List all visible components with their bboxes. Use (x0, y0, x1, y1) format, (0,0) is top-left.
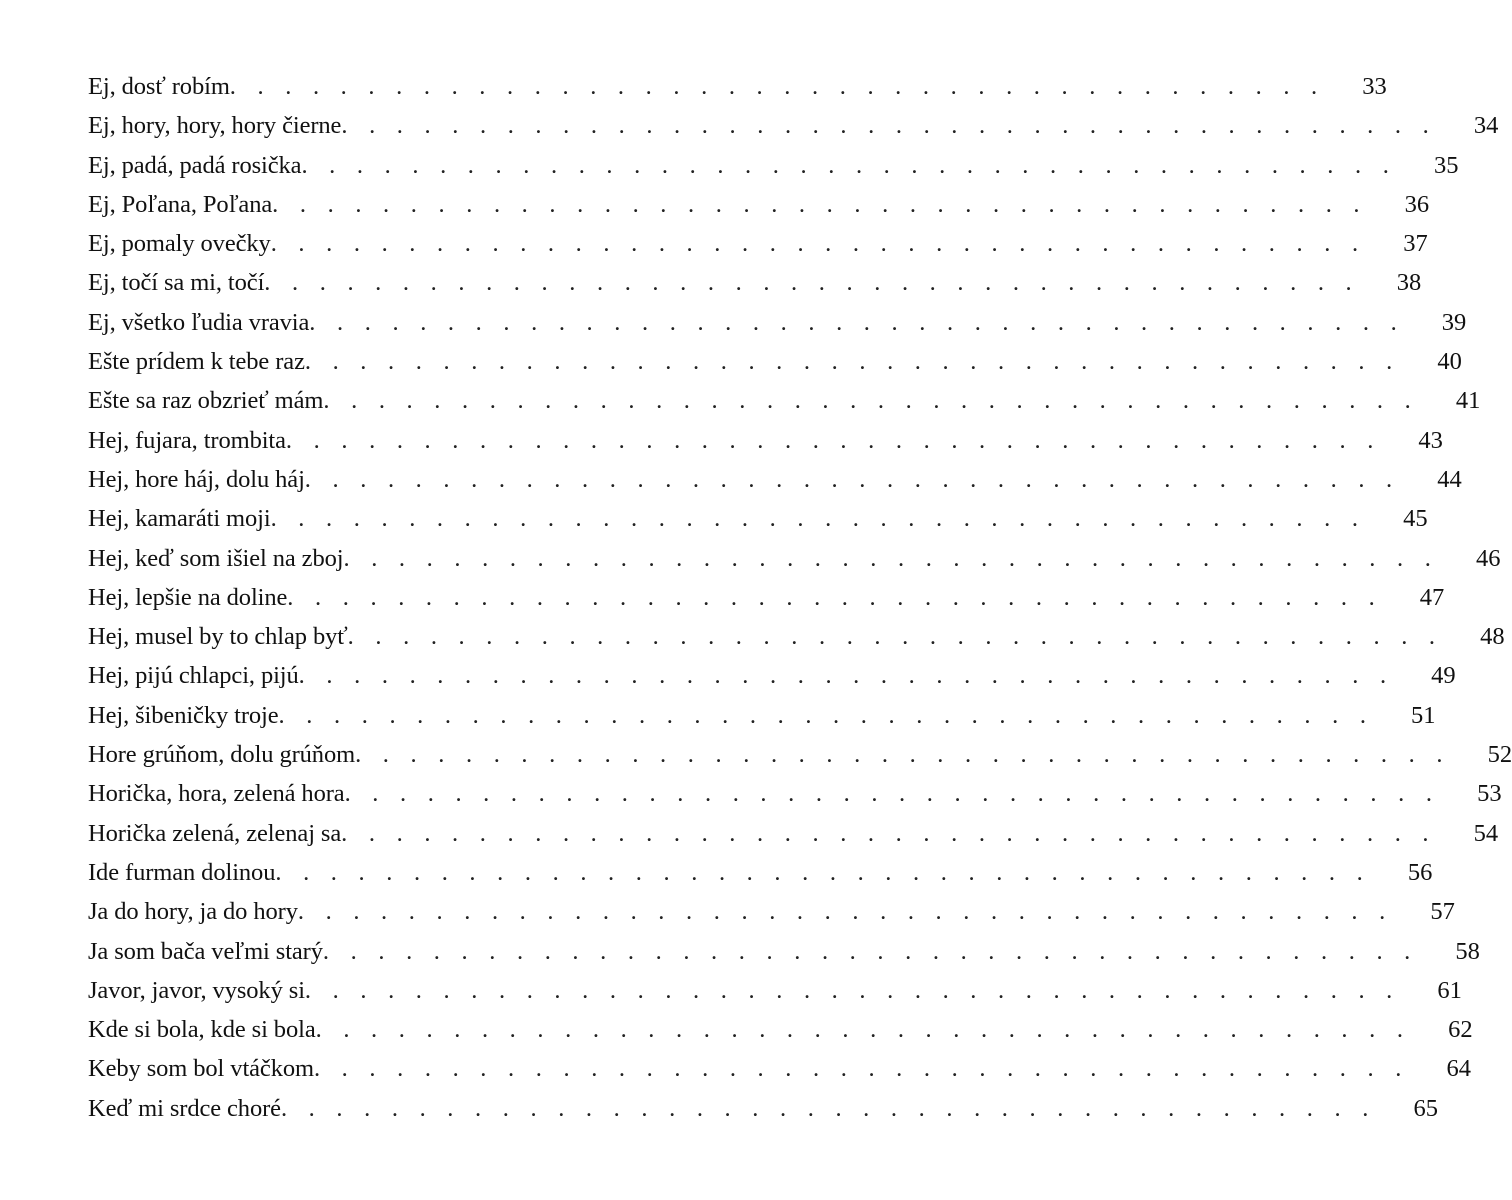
toc-entry-title: Hej, kamaráti moji (88, 505, 271, 533)
dot-leader: ........................................ (278, 701, 1388, 729)
toc-entry (88, 971, 1462, 1010)
toc-entry-page: 58 (1455, 937, 1480, 965)
toc-entry-title: Horička zelená, zelenaj sa (88, 819, 342, 847)
toc-entry-page: 52 (1487, 741, 1512, 769)
toc-entry (88, 814, 1499, 853)
toc-entry-page: 46 (1475, 544, 1501, 572)
dot-leader: ........................................ (304, 976, 1414, 1004)
toc-entry-page: 36 (1404, 190, 1430, 218)
toc-entry-page: 41 (1455, 387, 1481, 415)
toc-entry-title: Hej, fujara, trombita (88, 426, 286, 454)
toc-entry-title: Hej, hore háj, dolu háj (88, 465, 305, 493)
toc-entry (88, 303, 1467, 342)
toc-entry-title: Hej, keď som išiel na zboj (88, 544, 344, 572)
toc-entry (88, 263, 1422, 302)
dot-leader: ........................................ (270, 505, 1380, 533)
toc-entry-page: 45 (1403, 505, 1428, 533)
toc-entry (88, 696, 1436, 735)
dot-leader: ........................................ (341, 819, 1451, 847)
toc-entry (88, 106, 1499, 145)
table-of-contents (88, 67, 1512, 1128)
toc-entry (88, 460, 1462, 499)
dot-leader: ........................................ (355, 741, 1465, 769)
toc-entry-page: 47 (1419, 583, 1445, 611)
toc-entry-title: Hej, pijú chlapci, pijú (88, 662, 299, 690)
dot-leader: ........................................ (341, 112, 1451, 140)
toc-entry-page: 54 (1473, 819, 1499, 847)
toc-entry-page: 43 (1418, 426, 1443, 454)
toc-entry-title: Ej, točí sa mi, točí (88, 269, 265, 297)
toc-entry-title: Ja som bača veľmi starý (88, 937, 323, 965)
toc-entry (88, 1049, 1471, 1088)
dot-leader: ........................................ (309, 308, 1419, 336)
toc-entry-title: Hore grúňom, dolu grúňom (88, 741, 356, 769)
toc-entry (88, 735, 1512, 774)
toc-entry (88, 224, 1428, 263)
toc-entry-title: Horička, hora, zelená hora (88, 780, 345, 808)
dot-leader: ........................................ (275, 858, 1385, 886)
toc-entry-page: 38 (1396, 269, 1422, 297)
toc-entry-page: 44 (1437, 465, 1462, 493)
toc-entry (88, 67, 1387, 106)
dot-leader: ........................................ (313, 1055, 1423, 1083)
toc-entry (88, 185, 1430, 224)
dot-leader: ........................................ (280, 1094, 1390, 1122)
toc-entry (88, 342, 1462, 381)
toc-entry (88, 774, 1502, 813)
toc-entry-page: 65 (1413, 1094, 1438, 1122)
dot-leader: ........................................ (343, 544, 1453, 572)
toc-entry-page: 39 (1441, 308, 1467, 336)
dot-leader: ........................................ (285, 426, 1395, 454)
toc-entry (88, 1010, 1473, 1049)
dot-leader: ........................................ (229, 73, 1339, 100)
toc-entry (88, 421, 1443, 460)
toc-entry-title: Ešte prídem k tebe raz (88, 348, 305, 376)
toc-entry (88, 617, 1505, 656)
toc-entry-page: 48 (1480, 623, 1505, 651)
toc-entry-page: 33 (1362, 73, 1387, 100)
toc-entry-title: Hej, šibeničky troje (88, 701, 279, 729)
dot-leader: ........................................ (304, 465, 1414, 493)
dot-leader: ........................................ (304, 348, 1414, 376)
dot-leader: ........................................ (272, 190, 1382, 218)
toc-entry-page: 53 (1477, 780, 1502, 808)
toc-entry-title: Keď mi srdce choré (88, 1094, 281, 1122)
toc-entry-page: 40 (1437, 348, 1462, 376)
toc-entry (88, 853, 1433, 892)
toc-entry (88, 381, 1481, 420)
toc-entry-title: Hej, lepšie na doline (88, 583, 288, 611)
dot-leader: ........................................ (322, 937, 1432, 965)
toc-entry (88, 539, 1501, 578)
dot-leader: ........................................ (315, 1016, 1425, 1044)
toc-entry-title: Ej, dosť robím (88, 73, 230, 100)
toc-entry-title: Ej, pomaly ovečky (88, 230, 271, 258)
toc-entry-page: 61 (1437, 976, 1462, 1004)
toc-entry (88, 932, 1480, 971)
toc-entry-title: Keby som bol vtáčkom (88, 1055, 314, 1083)
toc-entry-page: 62 (1448, 1016, 1473, 1044)
toc-entry (88, 146, 1459, 185)
toc-entry-page: 35 (1433, 151, 1459, 179)
toc-entry-title: Kde si bola, kde si bola (88, 1016, 316, 1044)
dot-leader: ........................................ (301, 151, 1411, 179)
toc-entry-page: 57 (1430, 898, 1455, 926)
toc-entry-title: Hej, musel by to chlap byť (88, 623, 348, 651)
toc-entry-title: Ide furman dolinou (88, 858, 276, 886)
toc-entry (88, 892, 1455, 931)
toc-entry-title: Ej, všetko ľudia vravia (88, 308, 310, 336)
dot-leader: ........................................ (347, 623, 1457, 651)
toc-entry-title: Ešte sa raz obzrieť mám (88, 387, 324, 415)
toc-entry (88, 1089, 1438, 1128)
toc-entry-page: 49 (1431, 662, 1456, 690)
toc-entry-page: 37 (1403, 230, 1428, 258)
toc-entry-title: Ej, padá, padá rosička (88, 151, 302, 179)
toc-entry-title: Ej, hory, hory, hory čierne (88, 112, 342, 140)
dot-leader: ........................................ (270, 230, 1380, 258)
toc-entry-title: Ja do hory, ja do hory (88, 898, 298, 926)
toc-entry-page: 64 (1446, 1055, 1471, 1083)
toc-entry-title: Javor, javor, vysoký si (88, 976, 305, 1004)
toc-entry-page: 56 (1407, 858, 1433, 886)
dot-leader: ........................................ (298, 662, 1408, 690)
dot-leader: ........................................ (323, 387, 1433, 415)
toc-entry (88, 656, 1456, 695)
toc-entry (88, 578, 1445, 617)
dot-leader: ........................................ (287, 583, 1397, 611)
toc-entry-page: 51 (1411, 701, 1436, 729)
dot-leader: ........................................ (297, 898, 1407, 926)
toc-entry-title: Ej, Poľana, Poľana (88, 190, 273, 218)
dot-leader: ........................................ (264, 269, 1374, 297)
toc-entry (88, 499, 1428, 538)
dot-leader: ........................................ (344, 780, 1454, 808)
toc-entry-page: 34 (1473, 112, 1499, 140)
